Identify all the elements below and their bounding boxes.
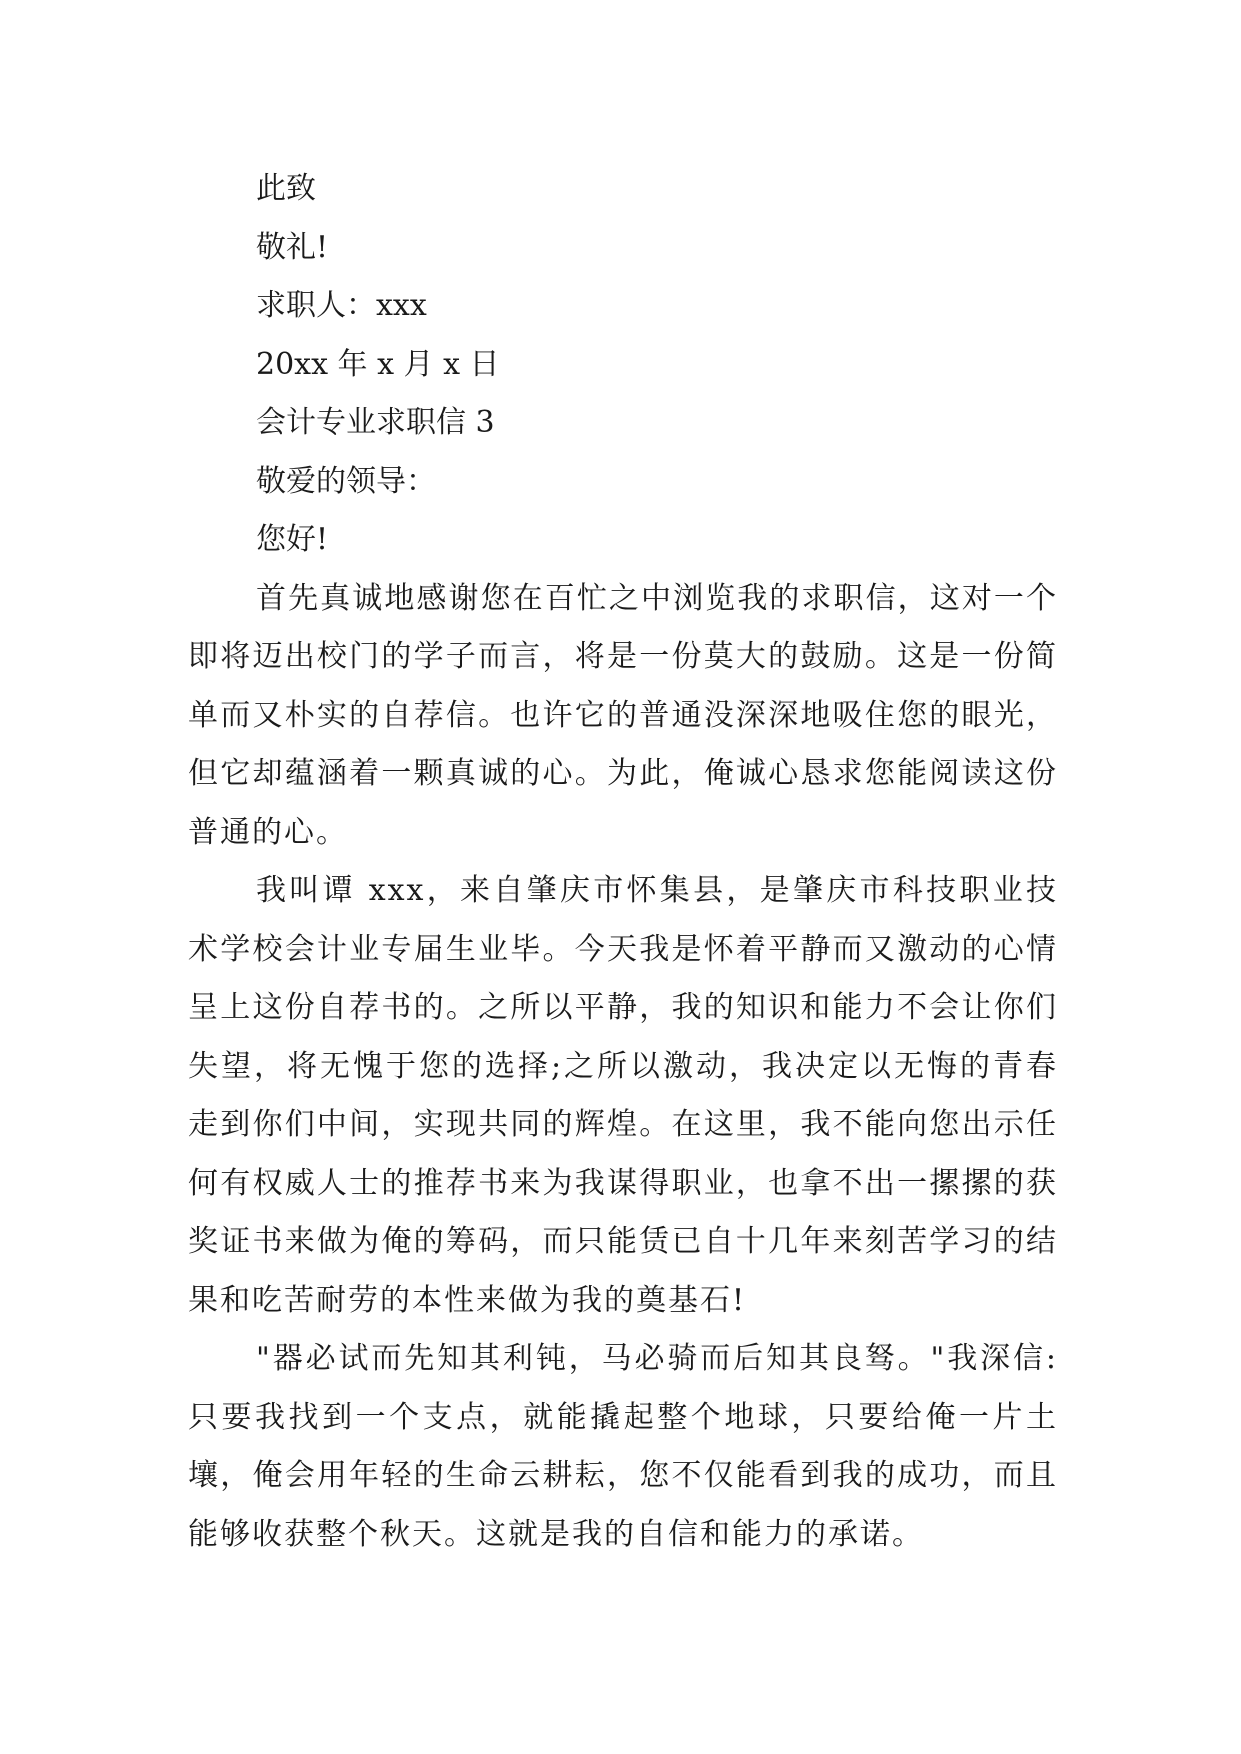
salutation: 敬爱的领导： (256, 463, 436, 499)
letter-body (188, 160, 1058, 1564)
letter-date: 20xx 年 x 月 x 日 (256, 346, 500, 382)
greeting: 您好! (256, 522, 329, 557)
closing-line-regards: 此致 (256, 171, 316, 206)
closing-line-salute: 敬礼! (256, 229, 329, 265)
paragraph-introduction: 首先真诚地感谢您在百忙之中浏览我的求职信，这对一个即将迈出校门的学子而言，将是一份莫大的鼓励。这是一份简单而又朴实的自荐信。也许它的普通没深深地吸住您的眼光，但它却蕴涵着一颗真诚的心。为此，俺诚心恳求您能阅读这份普通的心。 (188, 580, 1058, 850)
letter-title: 会计专业求职信 3 (256, 405, 495, 440)
applicant-signature: 求职人：xxx (256, 288, 427, 323)
paragraph-commitment: "器必试而先知其利钝，马必骑而后知其良驽。"我深信:只要我找到一个支点，就能撬起整个地球，只要给俺一片土壤，俺会用年轻的生命云耕耘，您不仅能看到我的成功，而且能够收获整个秋天。这就是我的自信和能力的承诺。 (188, 1341, 1058, 1552)
paragraph-background: 我叫谭 xxx，来自肇庆市怀集县，是肇庆市科技职业技术学校会计业专届生业毕。今天我是怀着平静而又激动的心情呈上这份自荐书的。之所以平静，我的知识和能力不会让你们失望，将无愧于您的选择;之所以激动，我决定以无悔的青春走到你们中间，实现共同的辉煌。在这里，我不能向您出示任何有权威人士的推荐书来为我谋得职业，也拿不出一摞摞的获奖证书来做为俺的筹码，而只能赁已自十几年来刻苦学习的结果和吃苦耐劳的本性来做为我的奠基石! (188, 873, 1058, 1318)
